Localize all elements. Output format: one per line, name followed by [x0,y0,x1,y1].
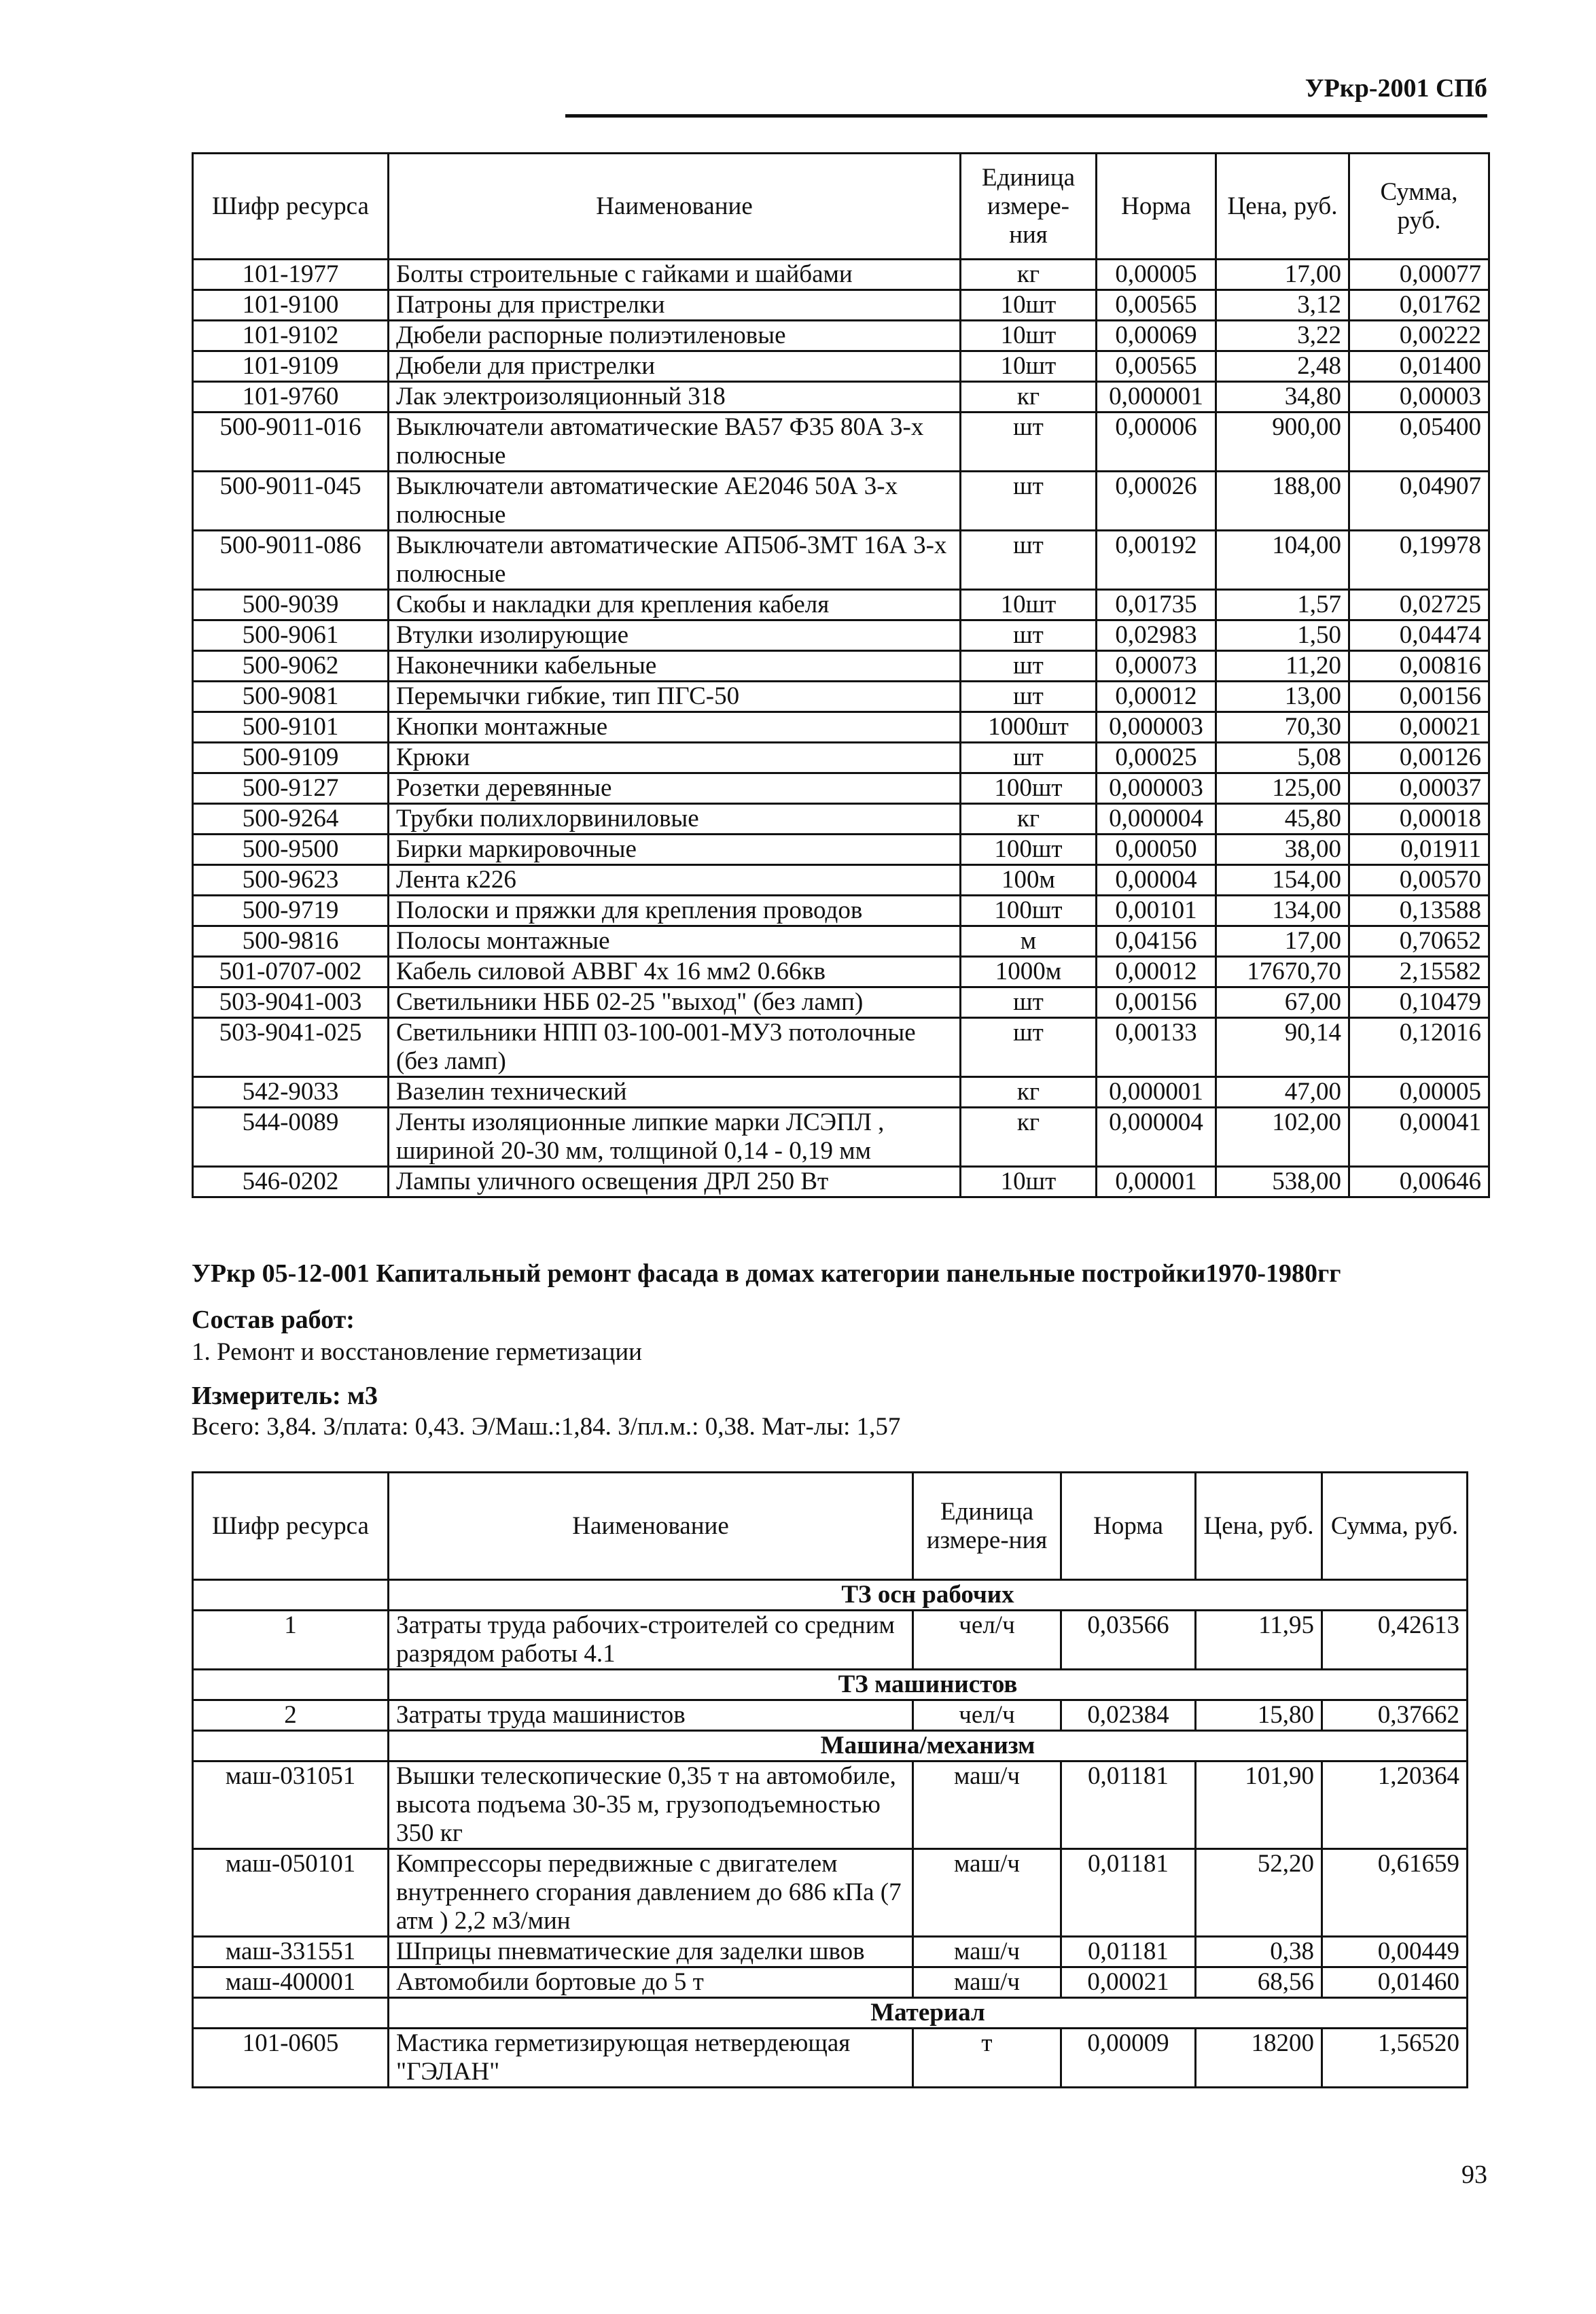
cell-code: 101-9102 [193,321,389,351]
cell-code: 101-1977 [193,260,389,290]
table-row [193,957,1489,987]
cell-price: 11,95 [1196,1611,1322,1670]
cell-code: 500-9719 [193,896,389,926]
table-row [193,926,1489,957]
cell-sum: 0,00222 [1349,321,1489,351]
cell-norm: 0,01181 [1061,1849,1196,1937]
cell-code: 500-9109 [193,743,389,773]
cell-unit: шт [961,987,1097,1018]
cell-code: 503-9041-003 [193,987,389,1018]
cell-code: маш-050101 [193,1849,389,1937]
cell-norm: 0,04156 [1097,926,1216,957]
cell-code: 500-9011-045 [193,472,389,531]
resources-table-1 [192,152,1490,1198]
cell-norm: 0,00133 [1097,1018,1216,1077]
cell-norm: 0,00192 [1097,531,1216,590]
cell-code: маш-331551 [193,1937,389,1967]
cell-unit: 10шт [961,1167,1097,1197]
cell-unit: 1000шт [961,712,1097,743]
cell-name: Розетки деревянные [389,773,961,804]
cell-norm: 0,00006 [1097,413,1216,472]
cell-code: 501-0707-002 [193,957,389,987]
table-row [193,651,1489,682]
cell-name: Дюбели распорные полиэтиленовые [389,321,961,351]
cell-sum: 0,13588 [1349,896,1489,926]
cell-price: 70,30 [1216,712,1349,743]
resources-table-1-body [193,260,1489,1197]
table-row [193,835,1489,865]
cell-price: 17,00 [1216,926,1349,957]
cell-unit: маш/ч [913,1967,1061,1998]
column-header-name: Наименование [389,1473,913,1580]
cell-name: Дюбели для пристрелки [389,351,961,382]
column-header-sum: Сумма, руб. [1349,154,1489,260]
group-spacer-cell [193,1998,389,2029]
cell-code: 542-9033 [193,1077,389,1108]
cell-name: Вышки телескопические 0,35 т на автомобиле, высота подъема 30-35 м, грузоподъемностью 350 кг [389,1761,913,1849]
cell-norm: 0,00001 [1097,1167,1216,1197]
cell-sum: 0,00570 [1349,865,1489,896]
cell-name: Шприцы пневматические для заделки швов [389,1937,913,1967]
cell-unit: 10шт [961,290,1097,321]
cell-unit: 10шт [961,590,1097,620]
cell-name: Скобы и накладки для крепления кабеля [389,590,961,620]
cell-sum: 0,70652 [1349,926,1489,957]
cell-sum: 0,00005 [1349,1077,1489,1108]
column-header-price: Цена, руб. [1216,154,1349,260]
section-title: УРкр 05-12-001 Капитальный ремонт фасада в домах категории панельные постройки1970-1980гг [192,1259,1341,1288]
table-row [193,1849,1468,1937]
cell-price: 90,14 [1216,1018,1349,1077]
group-header-row [193,1670,1468,1700]
cell-unit: 100м [961,865,1097,896]
cell-unit: шт [961,1018,1097,1077]
cell-unit: шт [961,682,1097,712]
cell-sum: 0,04907 [1349,472,1489,531]
cell-norm: 0,00012 [1097,957,1216,987]
cell-name: Вазелин технический [389,1077,961,1108]
group-spacer-cell [193,1731,389,1761]
cell-unit: 10шт [961,351,1097,382]
column-header-norm: Норма [1061,1473,1196,1580]
table-row [193,682,1489,712]
cell-code: 546-0202 [193,1167,389,1197]
table-row [193,2029,1468,2088]
group-title: Материал [389,1998,1468,2029]
cell-name: Кабель силовой АВВГ 4х 16 мм2 0.66кв [389,957,961,987]
cell-unit: кг [961,804,1097,835]
cell-sum: 0,37662 [1322,1700,1468,1731]
cell-unit: м [961,926,1097,957]
cell-norm: 0,00004 [1097,865,1216,896]
cell-sum: 1,20364 [1322,1761,1468,1849]
cell-sum: 0,05400 [1349,413,1489,472]
table-row [193,413,1489,472]
cell-code: 500-9101 [193,712,389,743]
cell-sum: 0,10479 [1349,987,1489,1018]
cell-norm: 0,00565 [1097,290,1216,321]
cell-sum: 0,00037 [1349,773,1489,804]
cell-name: Мастика герметизирующая нетвердеющая "ГЭЛАН" [389,2029,913,2088]
cell-price: 47,00 [1216,1077,1349,1108]
cell-norm: 0,000003 [1097,773,1216,804]
cell-name: Лак электроизоляционный 318 [389,382,961,413]
cell-unit: шт [961,743,1097,773]
cell-code: 500-9081 [193,682,389,712]
cell-norm: 0,00101 [1097,896,1216,926]
cell-price: 102,00 [1216,1108,1349,1167]
cell-norm: 0,00050 [1097,835,1216,865]
cell-code: 500-9127 [193,773,389,804]
cell-sum: 0,01762 [1349,290,1489,321]
cell-name: Затраты труда машинистов [389,1700,913,1731]
cell-sum: 0,02725 [1349,590,1489,620]
cell-name: Выключатели автоматические ВА57 Ф35 80А 3-х полюсные [389,413,961,472]
cell-name: Болты строительные с гайками и шайбами [389,260,961,290]
cell-price: 101,90 [1196,1761,1322,1849]
cell-code: маш-400001 [193,1967,389,1998]
cell-norm: 0,00021 [1061,1967,1196,1998]
cell-name: Наконечники кабельные [389,651,961,682]
cell-price: 15,80 [1196,1700,1322,1731]
cell-unit: маш/ч [913,1937,1061,1967]
cell-name: Полосы монтажные [389,926,961,957]
cell-norm: 0,01181 [1061,1937,1196,1967]
cell-code: 500-9039 [193,590,389,620]
cell-code: 500-9011-086 [193,531,389,590]
cell-unit: шт [961,531,1097,590]
table-row [193,531,1489,590]
table-row [193,773,1489,804]
cell-code: 500-9623 [193,865,389,896]
cell-unit: маш/ч [913,1849,1061,1937]
cell-norm: 0,00565 [1097,351,1216,382]
cell-sum: 0,00646 [1349,1167,1489,1197]
table-row [193,620,1489,651]
cell-norm: 0,000004 [1097,1108,1216,1167]
cell-price: 0,38 [1196,1937,1322,1967]
cell-name: Трубки полихлорвиниловые [389,804,961,835]
cell-norm: 0,00012 [1097,682,1216,712]
cell-unit: шт [961,620,1097,651]
cell-sum: 0,01400 [1349,351,1489,382]
cell-sum: 0,00003 [1349,382,1489,413]
table-row [193,351,1489,382]
cell-norm: 0,00156 [1097,987,1216,1018]
meter-label: Измеритель: м3 [192,1382,378,1410]
cell-norm: 0,00069 [1097,321,1216,351]
cell-price: 11,20 [1216,651,1349,682]
cell-price: 18200 [1196,2029,1322,2088]
cell-norm: 0,00009 [1061,2029,1196,2088]
table-row [193,896,1489,926]
cell-price: 17,00 [1216,260,1349,290]
column-header-unit: Единица измере-ния [913,1473,1061,1580]
column-header-price: Цена, руб. [1196,1473,1322,1580]
document-code: УРкр-2001 СПб [1305,74,1487,103]
cell-unit: кг [961,260,1097,290]
cell-name: Кнопки монтажные [389,712,961,743]
table-row [193,1700,1468,1731]
cell-name: Компрессоры передвижные с двигателем внутреннего сгорания давлением до 686 кПа (7 атм ) 2,2 м3/мин [389,1849,913,1937]
cell-price: 1,50 [1216,620,1349,651]
resources-table-2-body [193,1580,1468,2088]
group-header-row [193,1731,1468,1761]
cell-sum: 0,12016 [1349,1018,1489,1077]
table-row [193,1108,1489,1167]
cell-unit: кг [961,1077,1097,1108]
cell-unit: шт [961,472,1097,531]
cell-name: Бирки маркировочные [389,835,961,865]
table-row [193,712,1489,743]
cell-name: Выключатели автоматические АЕ2046 50А 3-х полюсные [389,472,961,531]
cell-unit: 100шт [961,773,1097,804]
cell-name: Втулки изолирующие [389,620,961,651]
header-rule [565,114,1487,118]
cell-price: 3,22 [1216,321,1349,351]
table-row [193,987,1489,1018]
cell-name: Светильники НББ 02-25 "выход" (без ламп) [389,987,961,1018]
cell-code: 101-9100 [193,290,389,321]
cell-norm: 0,01181 [1061,1761,1196,1849]
column-header-code: Шифр ресурса [193,154,389,260]
cell-price: 13,00 [1216,682,1349,712]
cell-price: 134,00 [1216,896,1349,926]
cell-unit: чел/ч [913,1611,1061,1670]
cell-code: 500-9816 [193,926,389,957]
cell-unit: шт [961,651,1097,682]
totals-line: Всего: 3,84. З/плата: 0,43. Э/Маш.:1,84. З/пл.м.: 0,38. Мат-лы: 1,57 [192,1413,901,1441]
cell-unit: 100шт [961,896,1097,926]
group-spacer-cell [193,1670,389,1700]
cell-price: 38,00 [1216,835,1349,865]
table-row [193,382,1489,413]
cell-price: 17670,70 [1216,957,1349,987]
cell-sum: 0,00018 [1349,804,1489,835]
cell-sum: 1,56520 [1322,2029,1468,2088]
cell-unit: кг [961,382,1097,413]
composition-item: 1. Ремонт и восстановление герметизации [192,1338,642,1366]
cell-sum: 2,15582 [1349,957,1489,987]
group-title: Машина/механизм [389,1731,1468,1761]
cell-sum: 0,01911 [1349,835,1489,865]
cell-price: 67,00 [1216,987,1349,1018]
cell-norm: 0,000001 [1097,1077,1216,1108]
cell-price: 1,57 [1216,590,1349,620]
cell-unit: 10шт [961,321,1097,351]
cell-unit: чел/ч [913,1700,1061,1731]
cell-code: 500-9062 [193,651,389,682]
cell-norm: 0,03566 [1061,1611,1196,1670]
cell-code: 101-0605 [193,2029,389,2088]
cell-sum: 0,42613 [1322,1611,1468,1670]
cell-name: Ленты изоляционные липкие марки ЛСЭПЛ , шириной 20-30 мм, толщиной 0,14 - 0,19 мм [389,1108,961,1167]
cell-code: 101-9109 [193,351,389,382]
cell-name: Светильники НПП 03-100-001-МУ3 потолочные (без ламп) [389,1018,961,1077]
cell-price: 188,00 [1216,472,1349,531]
cell-norm: 0,00073 [1097,651,1216,682]
table-row [193,865,1489,896]
table-row [193,743,1489,773]
cell-code: 544-0089 [193,1108,389,1167]
cell-code: 500-9011-016 [193,413,389,472]
table-row [193,1937,1468,1967]
table-row [193,321,1489,351]
cell-code: 101-9760 [193,382,389,413]
cell-code: маш-031051 [193,1761,389,1849]
cell-sum: 0,04474 [1349,620,1489,651]
table-row [193,1761,1468,1849]
cell-unit: т [913,2029,1061,2088]
column-header-code: Шифр ресурса [193,1473,389,1580]
cell-unit: маш/ч [913,1761,1061,1849]
cell-name: Автомобили бортовые до 5 т [389,1967,913,1998]
table-row [193,804,1489,835]
cell-name: Затраты труда рабочих-строителей со средним разрядом работы 4.1 [389,1611,913,1670]
cell-price: 900,00 [1216,413,1349,472]
cell-price: 154,00 [1216,865,1349,896]
group-spacer-cell [193,1580,389,1611]
cell-unit: 100шт [961,835,1097,865]
cell-norm: 0,01735 [1097,590,1216,620]
group-title: ТЗ машинистов [389,1670,1468,1700]
cell-name: Лента к226 [389,865,961,896]
column-header-sum: Сумма, руб. [1322,1473,1468,1580]
cell-price: 2,48 [1216,351,1349,382]
cell-norm: 0,02983 [1097,620,1216,651]
cell-code: 1 [193,1611,389,1670]
cell-unit: 1000м [961,957,1097,987]
cell-sum: 0,00021 [1349,712,1489,743]
group-header-row [193,1580,1468,1611]
cell-norm: 0,000004 [1097,804,1216,835]
table-row [193,1167,1489,1197]
cell-code: 500-9500 [193,835,389,865]
cell-norm: 0,000003 [1097,712,1216,743]
table-row [193,472,1489,531]
group-header-row [193,1998,1468,2029]
cell-price: 538,00 [1216,1167,1349,1197]
cell-price: 34,80 [1216,382,1349,413]
cell-code: 503-9041-025 [193,1018,389,1077]
table-row [193,1611,1468,1670]
cell-price: 104,00 [1216,531,1349,590]
cell-unit: шт [961,413,1097,472]
group-title: ТЗ осн рабочих [389,1580,1468,1611]
table-row [193,1018,1489,1077]
page-number: 93 [1461,2160,1487,2189]
table-row [193,1077,1489,1108]
cell-price: 3,12 [1216,290,1349,321]
cell-sum: 0,00449 [1322,1937,1468,1967]
table-row [193,290,1489,321]
cell-name: Полоски и пряжки для крепления проводов [389,896,961,926]
cell-norm: 0,00026 [1097,472,1216,531]
table-row [193,590,1489,620]
cell-norm: 0,000001 [1097,382,1216,413]
cell-name: Патроны для пристрелки [389,290,961,321]
cell-sum: 0,01460 [1322,1967,1468,1998]
cell-sum: 0,19978 [1349,531,1489,590]
cell-norm: 0,02384 [1061,1700,1196,1731]
cell-price: 45,80 [1216,804,1349,835]
cell-code: 500-9061 [193,620,389,651]
cell-sum: 0,00041 [1349,1108,1489,1167]
composition-label: Состав работ: [192,1305,355,1334]
cell-sum: 0,00126 [1349,743,1489,773]
resources-table-2 [192,1471,1468,2088]
cell-code: 2 [193,1700,389,1731]
column-header-norm: Норма [1097,154,1216,260]
cell-sum: 0,00816 [1349,651,1489,682]
cell-code: 500-9264 [193,804,389,835]
cell-price: 52,20 [1196,1849,1322,1937]
cell-sum: 0,00156 [1349,682,1489,712]
cell-norm: 0,00025 [1097,743,1216,773]
column-header-name: Наименование [389,154,961,260]
cell-norm: 0,00005 [1097,260,1216,290]
cell-unit: кг [961,1108,1097,1167]
cell-name: Перемычки гибкие, тип ПГС-50 [389,682,961,712]
cell-price: 68,56 [1196,1967,1322,1998]
table-row [193,260,1489,290]
table-row [193,1967,1468,1998]
cell-name: Лампы уличного освещения ДРЛ 250 Вт [389,1167,961,1197]
cell-name: Крюки [389,743,961,773]
cell-sum: 0,61659 [1322,1849,1468,1937]
column-header-unit: Единица измере-ния [961,154,1097,260]
cell-price: 5,08 [1216,743,1349,773]
cell-name: Выключатели автоматические АП50б-3МТ 16А 3-х полюсные [389,531,961,590]
cell-price: 125,00 [1216,773,1349,804]
cell-sum: 0,00077 [1349,260,1489,290]
